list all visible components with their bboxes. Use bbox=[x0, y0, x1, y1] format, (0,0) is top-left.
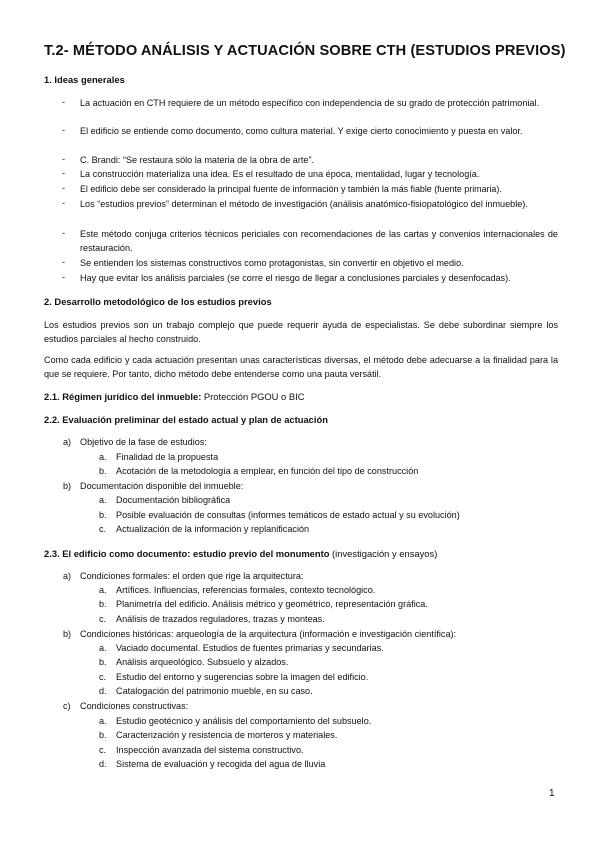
subsection-title-suffix: (investigación y ensayos) bbox=[329, 548, 438, 559]
sublist-item: Posible evaluación de consultas (informes temáticos de estado actual y su evolución) bbox=[116, 510, 460, 520]
sublist-item: Análisis de trazados reguladores, trazas y monteas. bbox=[116, 614, 325, 624]
list-marker: a) bbox=[63, 571, 72, 581]
sublist-marker: b. bbox=[99, 510, 107, 520]
bullet-dash: - bbox=[62, 198, 66, 208]
sublist-marker: a. bbox=[99, 585, 107, 595]
sublist-marker: b. bbox=[99, 599, 107, 609]
subsection-value: Protección PGOU o BIC bbox=[201, 391, 305, 402]
sublist-item: Artífices. Influencias, referencias formales, contexto tecnológico. bbox=[116, 585, 376, 595]
section-heading-desarrollo: 2. Desarrollo metodológico de los estudios previos bbox=[44, 296, 272, 307]
list-item: Hay que evitar los análisis parciales (se corre el riesgo de llegar a conclusiones parciales y desenfocadas). bbox=[80, 273, 511, 283]
list-item: C. Brandi: “Se restaura sólo la materia de la obra de arte”. bbox=[80, 155, 315, 165]
list-item-label: Condiciones históricas: arqueología de la arquitectura (información e investigación científica): bbox=[80, 629, 457, 639]
sublist-marker: a. bbox=[99, 716, 107, 726]
list-item: El edificio debe ser considerado la principal fuente de información y también la más fiable (fuente primaria). bbox=[80, 184, 502, 194]
sublist-marker: c. bbox=[99, 524, 107, 534]
bullet-dash: - bbox=[62, 257, 66, 267]
bullet-dash: - bbox=[62, 228, 66, 238]
sublist-item: Finalidad de la propuesta bbox=[116, 452, 219, 462]
list-item: Este método conjuga criterios técnicos periciales con recomendaciones de las cartas y convenios internacionales de restauración. bbox=[80, 229, 558, 253]
sublist-item: Documentación bibliográfica bbox=[116, 495, 231, 505]
sublist-item: Catalogación del patrimonio mueble, en su caso. bbox=[116, 686, 313, 696]
sublist-marker: d. bbox=[99, 686, 107, 696]
sublist-marker: a. bbox=[99, 495, 107, 505]
subsection-title: 2.1. Régimen jurídico del inmueble: bbox=[44, 391, 202, 402]
list-marker: a) bbox=[63, 437, 72, 447]
sublist-marker: c. bbox=[99, 745, 107, 755]
subsection-heading-regimen-juridico bbox=[44, 391, 305, 402]
sublist-item: Estudio del entorno y sugerencias sobre la imagen del edificio. bbox=[116, 672, 369, 682]
paragraph: Como cada edificio y cada actuación presentan unas características diversas, el método debe adecuarse a la finalidad para la que se requiere. Por tanto, dicho método debe entenderse como una pauta versátil. bbox=[44, 355, 558, 380]
list-item: El edificio se entiende como documento, como cultura material. Y exige cierto conocimiento y puesta en valor. bbox=[80, 126, 523, 136]
list-item: La construcción materializa una idea. Es el resultado de una época, mentalidad, lugar y tecnología. bbox=[80, 169, 480, 179]
bullet-dash: - bbox=[62, 183, 66, 193]
list-item: La actuación en CTH requiere de un método específico con independencia de su grado de protección patrimonial. bbox=[80, 98, 540, 108]
bullet-dash: - bbox=[62, 272, 66, 282]
sublist-marker: b. bbox=[99, 466, 107, 476]
subsection-heading-edificio-documento bbox=[44, 548, 437, 559]
list-item: Los “estudios previos” determinan el método de investigación (análisis anatómico-fisiopatológico del inmueble). bbox=[80, 199, 528, 209]
list-item-label: Condiciones constructivas: bbox=[80, 701, 189, 711]
subsection-title: 2.3. El edificio como documento: estudio previo del monumento bbox=[44, 548, 330, 559]
bullet-dash: - bbox=[62, 125, 66, 135]
sublist-item: Análisis arqueológico. Subsuelo y alzados. bbox=[116, 657, 289, 667]
list-marker: b) bbox=[63, 481, 72, 491]
sublist-item: Sistema de evaluación y recogida del agua de lluvia bbox=[116, 759, 326, 769]
paragraph: Los estudios previos son un trabajo complejo que puede requerir ayuda de especialistas. Se debe subordinar siempre los estudios parciales al hecho construido. bbox=[44, 320, 558, 345]
bullet-dash: - bbox=[62, 168, 66, 178]
sublist-item: Inspección avanzada del sistema constructivo. bbox=[116, 745, 304, 755]
sublist-marker: a. bbox=[99, 452, 107, 462]
bullet-dash: - bbox=[62, 97, 66, 107]
sublist-marker: b. bbox=[99, 657, 107, 667]
sublist-item: Estudio geotécnico y análisis del comportamiento del subsuelo. bbox=[116, 716, 372, 726]
sublist-item: Actualización de la información y replanificación bbox=[116, 524, 310, 534]
sublist-marker: a. bbox=[99, 643, 107, 653]
list-item: Se entienden los sistemas constructivos como protagonistas, sin convertir en objetivo el medio. bbox=[80, 258, 464, 268]
document-title: T.2- MÉTODO ANÁLISIS Y ACTUACIÓN SOBRE CTH (ESTUDIOS PREVIOS) bbox=[44, 43, 566, 59]
sublist-marker: c. bbox=[99, 672, 107, 682]
list-item-label: Documentación disponible del inmueble: bbox=[80, 481, 244, 491]
list-item-label: Objetivo de la fase de estudios: bbox=[80, 437, 207, 447]
section-heading-ideas-generales: 1. Ideas generales bbox=[44, 74, 125, 85]
sublist-marker: c. bbox=[99, 614, 107, 624]
sublist-item: Vaciado documental. Estudios de fuentes primarias y secundarias. bbox=[116, 643, 384, 653]
subsection-heading-evaluacion-preliminar: 2.2. Evaluación preliminar del estado actual y plan de actuación bbox=[44, 414, 328, 425]
page-number: 1 bbox=[549, 788, 555, 799]
list-marker: b) bbox=[63, 629, 72, 639]
sublist-item: Planimetría del edificio. Análisis métrico y geométrico, representación gráfica. bbox=[116, 599, 428, 609]
sublist-marker: d. bbox=[99, 759, 107, 769]
sublist-marker: b. bbox=[99, 730, 107, 740]
sublist-item: Acotación de la metodología a emplear, en función del tipo de construcción bbox=[116, 466, 419, 476]
sublist-item: Caracterización y resistencia de morteros y materiales. bbox=[116, 730, 338, 740]
list-item-label: Condiciones formales: el orden que rige la arquitectura: bbox=[80, 571, 304, 581]
bullet-dash: - bbox=[62, 154, 66, 164]
list-marker: c) bbox=[63, 701, 71, 711]
